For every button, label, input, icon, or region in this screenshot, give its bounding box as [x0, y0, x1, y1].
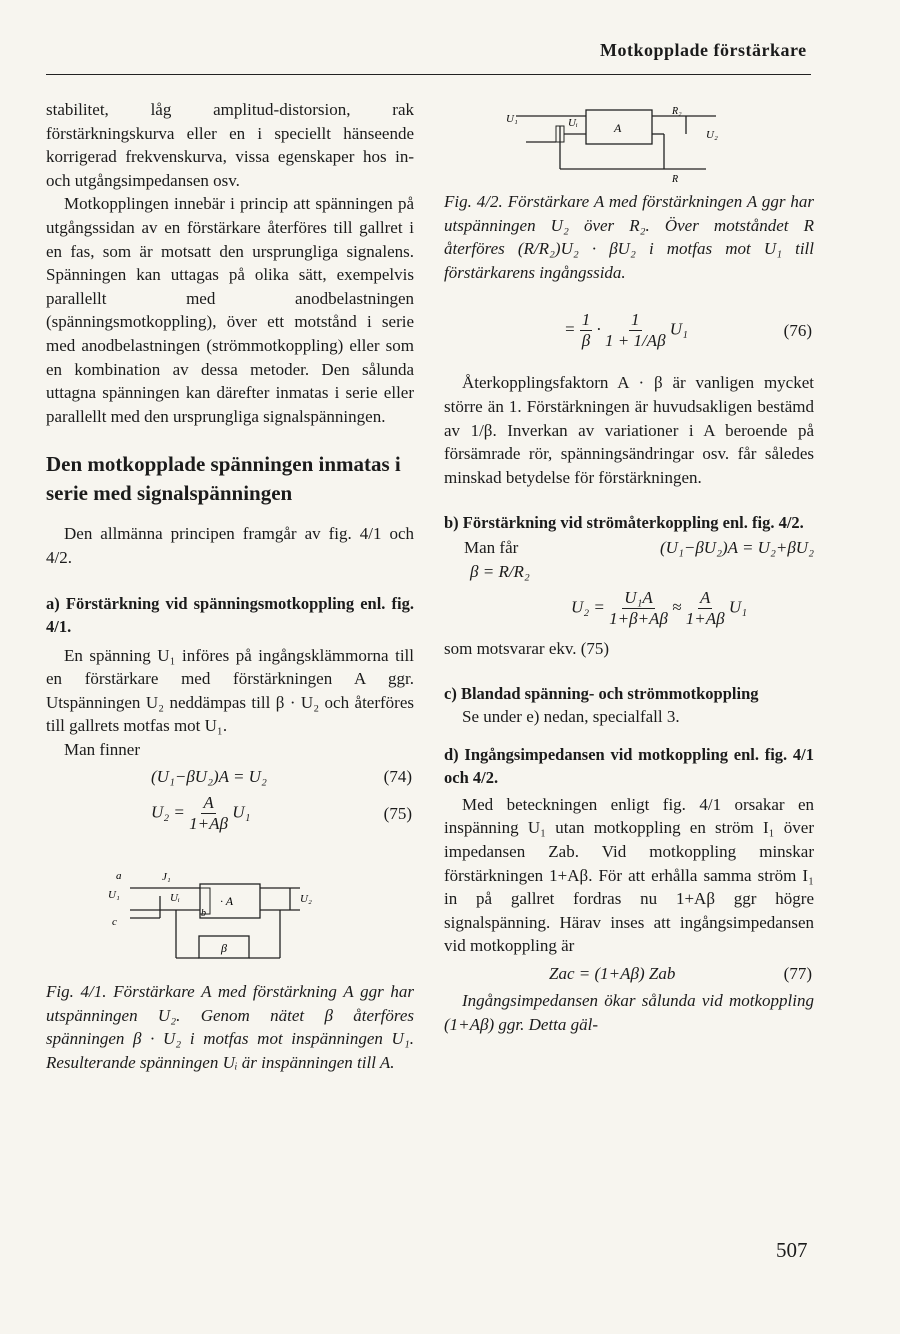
- figure-4-2-circuit: [506, 94, 736, 184]
- fig1-label-b: b: [201, 908, 206, 920]
- fig1-label-A: · A: [220, 894, 234, 909]
- numerator: A: [203, 793, 214, 813]
- equation-body: Zac = (1+Aβ) Zab: [549, 963, 676, 983]
- fig1-label-u1: U₁: [108, 889, 120, 902]
- equation-76: [444, 310, 814, 351]
- subheading-a: a) Förstärkning vid spänningsmotkoppling enl. fig. 4/1.: [46, 593, 414, 636]
- equation-body: U₂ = $\frac{\text{U₁A}}{1+\beta+A\beta}$ ≈ $\frac{A}{1+A\beta}$ U₁: [570, 587, 748, 628]
- figure-4-1-circuit: [104, 870, 404, 970]
- equation-b3: [444, 588, 814, 629]
- paragraph: Ingångsimpedansen ökar sålunda vid motkoppling (1+Aβ) ggr. Detta gäl-: [444, 991, 814, 1035]
- paragraph: Motkopplingen innebär i princip att spänningen på utgångssidan av en förstärkare återföres till gallret i en fas, som är motsatt den ursprungliga signalens. Spänningen kan uttagas på olika sätt, exempelvis parallellt med anodbelastningen (spänningsmotkoppling), över ett motstånd i serie med anodbelastningen (strömmotkoppling) eller som en kombination av dessa metoder. Den sålunda uttagna spänningen kan därefter inmatas i serie eller parallellt med den ursprungliga signalspänningen.: [46, 194, 414, 426]
- man-far-text: Man får: [464, 538, 519, 558]
- equation-number: (75): [383, 803, 412, 823]
- fraction: [189, 793, 228, 834]
- equation-number: (74): [383, 767, 412, 787]
- subheading-c: c) Blandad spänning- och strömmotkoppling: [444, 684, 759, 704]
- equation-74: [46, 765, 414, 789]
- fig2-label-r: R: [672, 174, 679, 184]
- equation-75: [46, 793, 414, 834]
- eq-lhs: U₂ =: [151, 802, 185, 822]
- fig1-label-u2: U₂: [300, 893, 312, 906]
- equation-body: [151, 793, 250, 834]
- subheading-b: b) Förstärkning vid strömåterkoppling enl. fig. 4/2.: [444, 513, 804, 533]
- paragraph: Man finner: [64, 739, 141, 759]
- fig1-label-a: a: [116, 870, 122, 883]
- fig2-label-A: A: [614, 121, 622, 135]
- paragraph: Återkopplingsfaktorn A · β är vanligen mycket större än 1. Förstärkningen är huvudsakligen bestämd av 1/β. Inverkan av variationer i A beroende på försämrade rör, spänningsändringar osv. får således minskad betydelse för förstärkningen.: [444, 373, 814, 487]
- figure-caption-4-1: Fig. 4/1. Förstärkare A med förstärkning A ggr har utspänningen U₂. Genom nätet β återföres spänningen β · U₂ i motfas mot inspänningen U₁. Resulterande spänningen Uᵢ är inspänningen till A.: [46, 982, 414, 1072]
- subheading-d: d) Ingångsimpedansen vid motkoppling enl. fig. 4/1 och 4/2.: [444, 744, 814, 787]
- right-column: [444, 88, 814, 1037]
- equation-77: [444, 962, 814, 986]
- paragraph: som motsvarar ekv. (75): [444, 638, 610, 658]
- fig1-label-j1: J₁: [162, 871, 171, 884]
- equation-b1: (U₁−βU₂)A = U₂+βU₂: [660, 538, 814, 558]
- equation-b-row: [444, 536, 814, 560]
- running-header: Motkopplade förstärkare: [600, 40, 807, 60]
- paragraph: Den allmänna principen framgår av fig. 4/1 och 4/2.: [46, 524, 414, 567]
- equation-number: (77): [783, 963, 812, 983]
- paragraph: Se under e) nedan, specialfall 3.: [462, 707, 680, 727]
- fig2-label-ui: Uᵢ: [568, 117, 578, 129]
- paragraph: En spänning U₁ införes på ingångsklämmorna till en förstärkare med förstärkningen A ggr. Utspänningen U₂ neddämpas till β · U₂ och återföres till gallrets motfas mot U₁.: [46, 645, 414, 736]
- equation-number: (76): [783, 321, 812, 341]
- equation-b2: β = R/R₂: [470, 561, 530, 581]
- figure-caption-4-2: Fig. 4/2. Förstärkare A med förstärkningen A ggr har utspänningen U₂ över R₂. Över motståndet R återföres (R/R₂)U₂ · βU₂ i motfas mot U₁ till förstärkarens ingångssida.: [444, 192, 814, 282]
- equation-body: (U₁−βU₂)A = U₂: [151, 767, 267, 787]
- paragraph: Med beteckningen enligt fig. 4/1 orsakar en inspänning U₁ utan motkoppling en ström I₁ över impedansen Zab. Vid motkoppling minskar förstärkningen 1+Aβ. För att erhålla samma ström I₁ in på gallret fordras nu 1+Aβ ggr högre signalspänning. Härav inses att ingångsimpedansen vid motkoppling är: [444, 794, 814, 956]
- left-column: [46, 98, 414, 1074]
- fig1-label-beta: β: [221, 941, 227, 956]
- denominator: 1+Aβ: [189, 814, 228, 834]
- fig1-label-ui: Uᵢ: [170, 892, 180, 905]
- equation-body: = $\frac{1}{\beta}$ · $\frac{1}{1 + 1/A\beta}$ U₁: [564, 310, 688, 351]
- section-heading: Den motkopplade spänningen inmatas i serie med signalspänningen: [46, 452, 401, 506]
- header-rule: [46, 74, 811, 75]
- fig2-label-u2: U₂: [706, 129, 718, 141]
- fig1-label-c: c: [112, 916, 117, 929]
- paragraph: stabilitet, låg amplitud-distorsion, rak förstärkningskurva eller en i speciellt hänseende korrigerad frekvenskurva, vissa egenskaper hos in- och utgångsimpedansen osv.: [46, 100, 414, 190]
- fig2-label-u1: U₁: [506, 113, 518, 125]
- page-number: 507: [776, 1238, 808, 1262]
- fig2-label-r2: R₂: [672, 106, 682, 117]
- eq-rhs: U₁: [232, 802, 251, 822]
